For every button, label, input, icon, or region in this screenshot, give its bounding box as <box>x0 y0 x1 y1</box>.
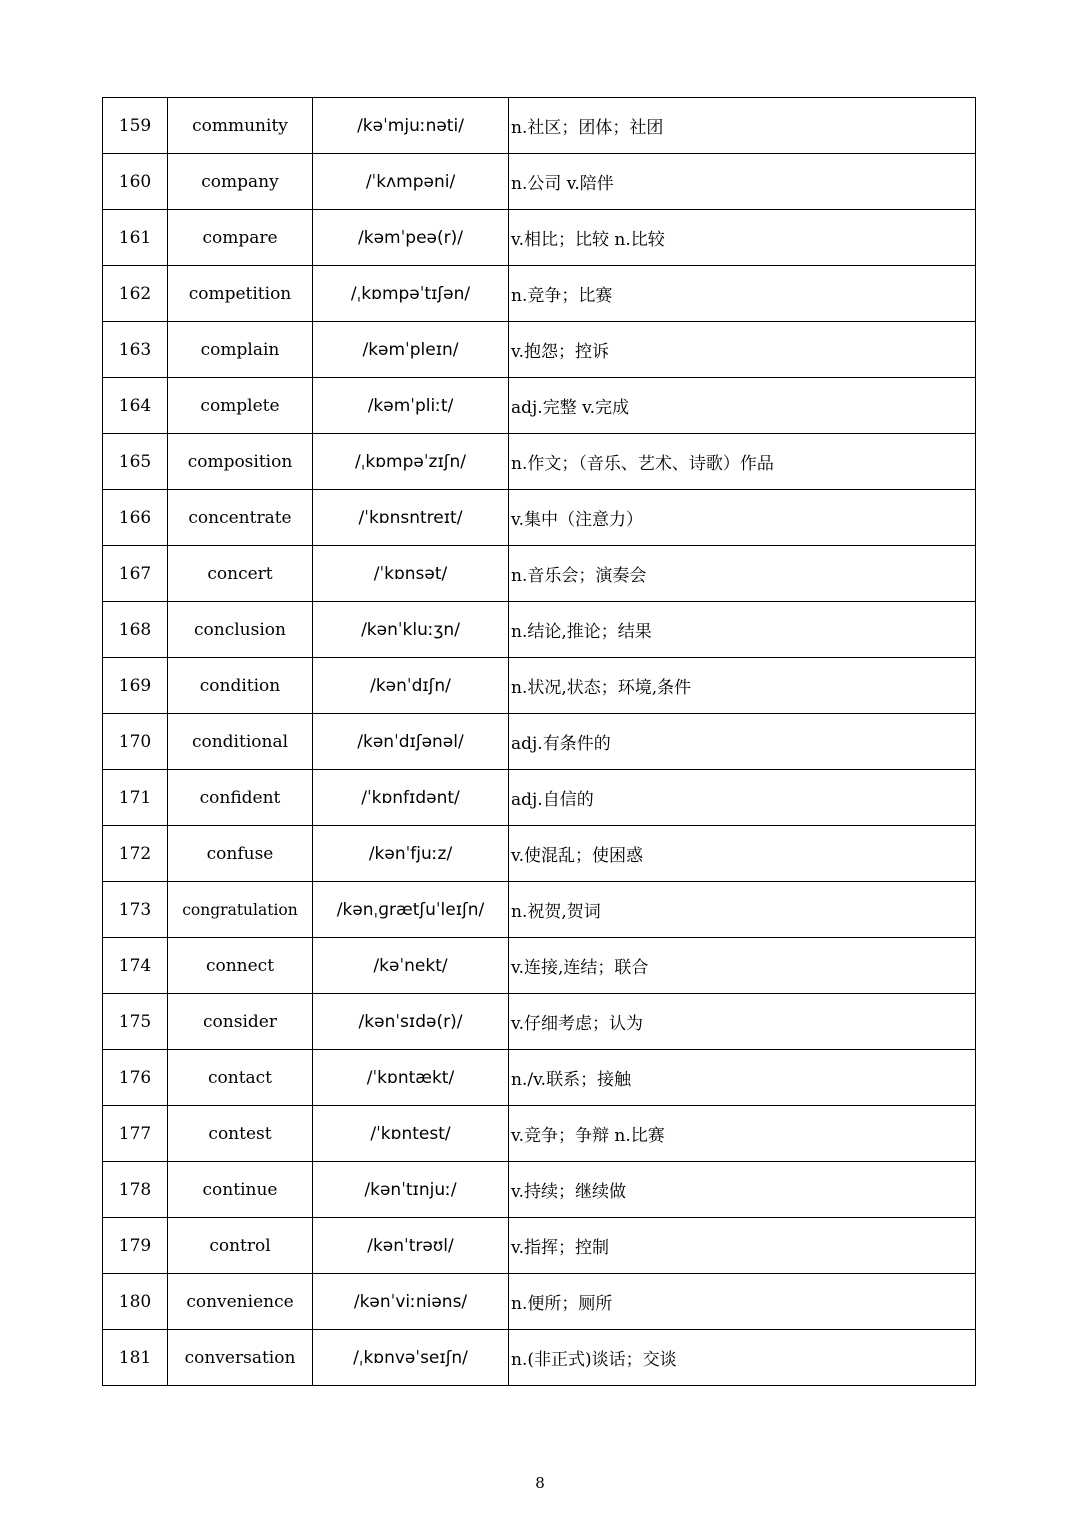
table-row <box>103 1106 976 1162</box>
entry-definition: v.抱怨；控诉 <box>509 322 976 378</box>
entry-number: 177 <box>103 1106 168 1162</box>
entry-word: control <box>168 1218 313 1274</box>
table-row <box>103 546 976 602</box>
table-row <box>103 770 976 826</box>
table-row <box>103 1050 976 1106</box>
entry-number: 175 <box>103 994 168 1050</box>
table-row <box>103 490 976 546</box>
entry-number: 180 <box>103 1274 168 1330</box>
entry-definition: n.公司 v.陪伴 <box>509 154 976 210</box>
entry-definition: n.结论,推论；结果 <box>509 602 976 658</box>
entry-word: consider <box>168 994 313 1050</box>
entry-definition: v.持续；继续做 <box>509 1162 976 1218</box>
entry-number: 172 <box>103 826 168 882</box>
entry-number: 166 <box>103 490 168 546</box>
entry-phonetic: /kəmˈpleɪn/ <box>313 322 509 378</box>
entry-number: 162 <box>103 266 168 322</box>
table-row <box>103 378 976 434</box>
entry-number: 169 <box>103 658 168 714</box>
vocabulary-table-body <box>103 98 976 1386</box>
table-row <box>103 1218 976 1274</box>
vocabulary-table <box>102 97 976 1386</box>
table-row <box>103 602 976 658</box>
entry-phonetic: /ˌkɒnvəˈseɪʃn/ <box>313 1330 509 1386</box>
entry-phonetic: /ˈkɒnsət/ <box>313 546 509 602</box>
entry-word: company <box>168 154 313 210</box>
entry-number: 161 <box>103 210 168 266</box>
entry-phonetic: /kənˈtrəʊl/ <box>313 1218 509 1274</box>
entry-phonetic: /ˈkɒntest/ <box>313 1106 509 1162</box>
table-row <box>103 434 976 490</box>
entry-word: connect <box>168 938 313 994</box>
entry-word: competition <box>168 266 313 322</box>
entry-word: concentrate <box>168 490 313 546</box>
entry-word: continue <box>168 1162 313 1218</box>
entry-phonetic: /ˈkɒnfɪdənt/ <box>313 770 509 826</box>
entry-phonetic: /kənˈdɪʃənəl/ <box>313 714 509 770</box>
entry-definition: n.便所；厕所 <box>509 1274 976 1330</box>
entry-phonetic: /kənˈsɪdə(r)/ <box>313 994 509 1050</box>
entry-phonetic: /ˌkɒmpəˈtɪʃən/ <box>313 266 509 322</box>
entry-phonetic: /kəmˈpeə(r)/ <box>313 210 509 266</box>
entry-word: conclusion <box>168 602 313 658</box>
table-row <box>103 322 976 378</box>
table-row <box>103 266 976 322</box>
entry-phonetic: /kənˈdɪʃn/ <box>313 658 509 714</box>
entry-phonetic: /kənˌɡrætʃuˈleɪʃn/ <box>313 882 509 938</box>
entry-definition: n.状况,状态；环境,条件 <box>509 658 976 714</box>
entry-definition: v.使混乱；使困惑 <box>509 826 976 882</box>
entry-word: convenience <box>168 1274 313 1330</box>
table-row <box>103 714 976 770</box>
entry-definition: v.相比；比较 n.比较 <box>509 210 976 266</box>
entry-phonetic: /ˈkʌmpəni/ <box>313 154 509 210</box>
entry-definition: adj.有条件的 <box>509 714 976 770</box>
entry-definition: n.祝贺,贺词 <box>509 882 976 938</box>
entry-word: contact <box>168 1050 313 1106</box>
entry-number: 174 <box>103 938 168 994</box>
entry-definition: n.竞争；比赛 <box>509 266 976 322</box>
entry-number: 160 <box>103 154 168 210</box>
entry-definition: n.音乐会；演奏会 <box>509 546 976 602</box>
table-row <box>103 938 976 994</box>
entry-word: conditional <box>168 714 313 770</box>
table-row <box>103 882 976 938</box>
entry-definition: v.集中（注意力） <box>509 490 976 546</box>
entry-word: concert <box>168 546 313 602</box>
entry-word: confuse <box>168 826 313 882</box>
entry-word: conversation <box>168 1330 313 1386</box>
entry-phonetic: /kənˈfjuːz/ <box>313 826 509 882</box>
entry-phonetic: /ˌkɒmpəˈzɪʃn/ <box>313 434 509 490</box>
entry-definition: adj.自信的 <box>509 770 976 826</box>
entry-number: 181 <box>103 1330 168 1386</box>
entry-word: community <box>168 98 313 154</box>
table-row <box>103 154 976 210</box>
entry-phonetic: /kəmˈpliːt/ <box>313 378 509 434</box>
page-number: 8 <box>535 1474 545 1492</box>
entry-number: 165 <box>103 434 168 490</box>
entry-number: 163 <box>103 322 168 378</box>
entry-number: 179 <box>103 1218 168 1274</box>
entry-phonetic: /kəˈnekt/ <box>313 938 509 994</box>
entry-phonetic: /kənˈviːniəns/ <box>313 1274 509 1330</box>
entry-definition: v.仔细考虑；认为 <box>509 994 976 1050</box>
table-row <box>103 658 976 714</box>
table-row <box>103 994 976 1050</box>
entry-definition: v.指挥；控制 <box>509 1218 976 1274</box>
entry-definition: n./v.联系；接触 <box>509 1050 976 1106</box>
entry-number: 170 <box>103 714 168 770</box>
entry-phonetic: /kənˈkluːʒn/ <box>313 602 509 658</box>
entry-definition: n.作文；（音乐、艺术、诗歌）作品 <box>509 434 976 490</box>
entry-number: 159 <box>103 98 168 154</box>
entry-definition: v.连接,连结；联合 <box>509 938 976 994</box>
entry-word: confident <box>168 770 313 826</box>
entry-number: 171 <box>103 770 168 826</box>
entry-word: complain <box>168 322 313 378</box>
entry-phonetic: /ˈkɒntækt/ <box>313 1050 509 1106</box>
table-row <box>103 826 976 882</box>
entry-definition: adj.完整 v.完成 <box>509 378 976 434</box>
table-row <box>103 1330 976 1386</box>
entry-number: 164 <box>103 378 168 434</box>
entry-number: 176 <box>103 1050 168 1106</box>
table-row <box>103 98 976 154</box>
entry-word: compare <box>168 210 313 266</box>
entry-word: congratulation <box>168 882 313 938</box>
entry-word: composition <box>168 434 313 490</box>
entry-word: condition <box>168 658 313 714</box>
entry-phonetic: /ˈkɒnsntreɪt/ <box>313 490 509 546</box>
entry-word: complete <box>168 378 313 434</box>
entry-definition: n.(非正式)谈话；交谈 <box>509 1330 976 1386</box>
table-row <box>103 1274 976 1330</box>
entry-definition: n.社区；团体；社团 <box>509 98 976 154</box>
entry-definition: v.竞争；争辩 n.比赛 <box>509 1106 976 1162</box>
entry-phonetic: /kənˈtɪnjuː/ <box>313 1162 509 1218</box>
table-row <box>103 1162 976 1218</box>
table-row <box>103 210 976 266</box>
entry-number: 167 <box>103 546 168 602</box>
entry-number: 173 <box>103 882 168 938</box>
entry-word: contest <box>168 1106 313 1162</box>
entry-phonetic: /kəˈmjuːnəti/ <box>313 98 509 154</box>
entry-number: 168 <box>103 602 168 658</box>
entry-number: 178 <box>103 1162 168 1218</box>
